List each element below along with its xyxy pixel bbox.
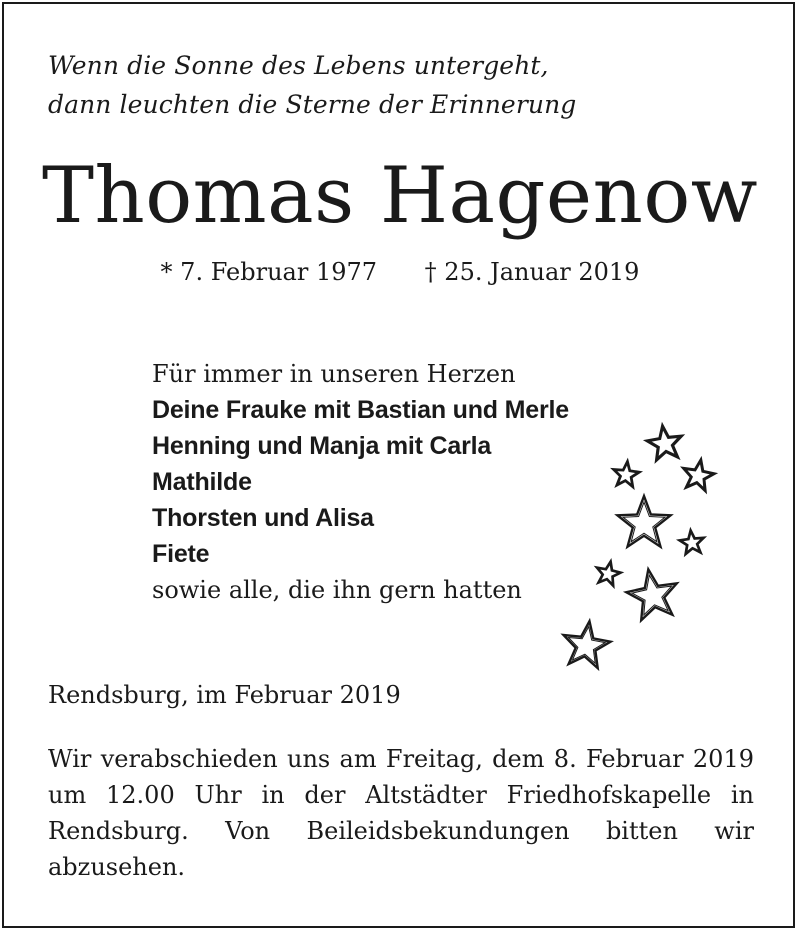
deceased-name: Thomas Hagenow <box>41 151 759 241</box>
mourners-list <box>152 356 569 608</box>
motto-line-2: dann leuchten die Sterne der Erinnerung <box>48 90 577 119</box>
life-dates <box>0 254 800 290</box>
place-date: Rendsburg, im Februar 2019 <box>48 681 401 709</box>
motto-line-1: Wenn die Sonne des Lebens untergeht, <box>48 51 549 80</box>
star-icon <box>646 425 682 461</box>
mourner-name: Henning und Manja mit Carla <box>152 432 492 460</box>
star-icon <box>626 569 677 620</box>
stars-icon <box>550 410 730 680</box>
mourner-name: Thorsten und Alisa <box>152 504 374 532</box>
mourners-outro: sowie alle, die ihn gern hatten <box>152 576 522 604</box>
mourners-intro: Für immer in unseren Herzen <box>152 360 516 388</box>
mourner-name: Mathilde <box>152 468 252 496</box>
star-icon <box>564 621 611 668</box>
mourner-name: Fiete <box>152 540 210 568</box>
motto <box>48 46 576 124</box>
birth-date: * 7. Februar 1977 <box>160 258 378 286</box>
mourner-name: Deine Frauke mit Bastian und Merle <box>152 396 569 424</box>
death-date: † 25. Januar 2019 <box>424 258 640 286</box>
funeral-notice-text: Wir verabschieden uns am Freitag, dem 8. Februar 2019 um 12.00 Uhr in der Altstädter Friedhofskapelle in Rendsburg. Von Beileidsbekundungen bitten wir abzusehen. <box>48 745 754 881</box>
